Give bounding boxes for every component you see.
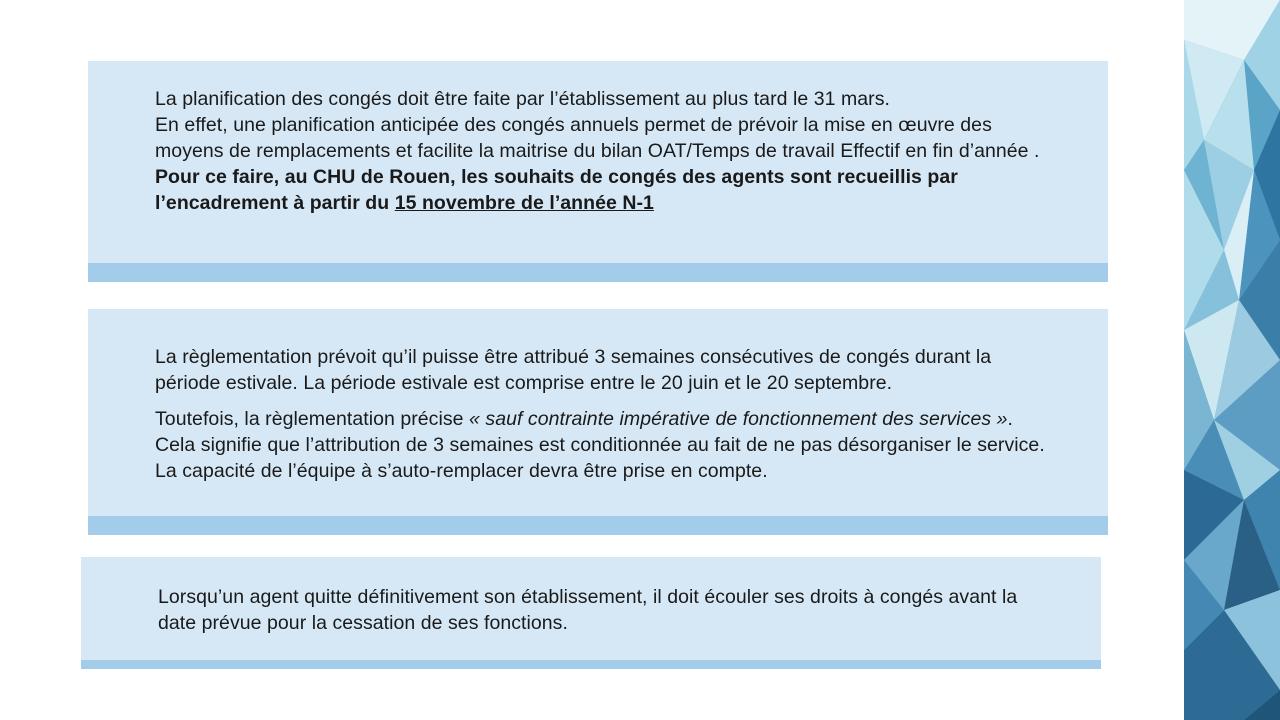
card-accent-bar: [81, 660, 1101, 669]
planning-start-date: 15 novembre de l’année N-1: [394, 192, 654, 214]
departure-text: Lorsqu’un agent quitte définitivement son établissement, il doit écouler ses droits à congés avant la date prévue pour la cessation de ses fonctions.: [158, 586, 1018, 634]
summer-leave-condition: Toutefois, la règlementation précise « sauf contrainte impérative de fonctionnement des services ». Cela signifie que l’attribution de 3 semaines est conditionnée au fait de ne pas désorganiser le service. La capacité de l’équipe à s’auto-remplacer devra être prise en compte.: [155, 408, 1045, 482]
planning-rationale-text: En effet, une planification anticipée des congés annuels permet de prévoir la mise en œuvre des moyens de remplacements et facilite la maitrise du bilan OAT/Temps de travail Effectif en fin d’année .: [155, 114, 1040, 162]
summer-leave-rule: La règlementation prévoit qu’il puisse être attribué 3 semaines consécutives de congés durant la période estivale. La période estivale est comprise entre le 20 juin et le 20 septembre.: [155, 346, 992, 394]
decorative-polygon-pattern: [1184, 0, 1280, 720]
regulation-quote: « sauf contrainte impérative de fonctionnement des services »: [469, 408, 1008, 430]
card-accent-bar: [88, 263, 1108, 282]
planning-collection-text: Pour ce faire, au CHU de Rouen, les souhaits de congés des agents sont recueillis par l’encadrement à partir du: [155, 166, 958, 214]
planning-deadline-text: La planification des congés doit être faite par l’établissement au plus tard le 31 mars.: [155, 88, 890, 110]
summer-leave-text: [155, 344, 1055, 484]
info-card-summer-leave: [88, 309, 1108, 535]
info-card-planning: [88, 61, 1108, 282]
planning-text: [155, 86, 1045, 216]
card-accent-bar: [88, 516, 1108, 535]
info-card-departure: [81, 557, 1101, 669]
